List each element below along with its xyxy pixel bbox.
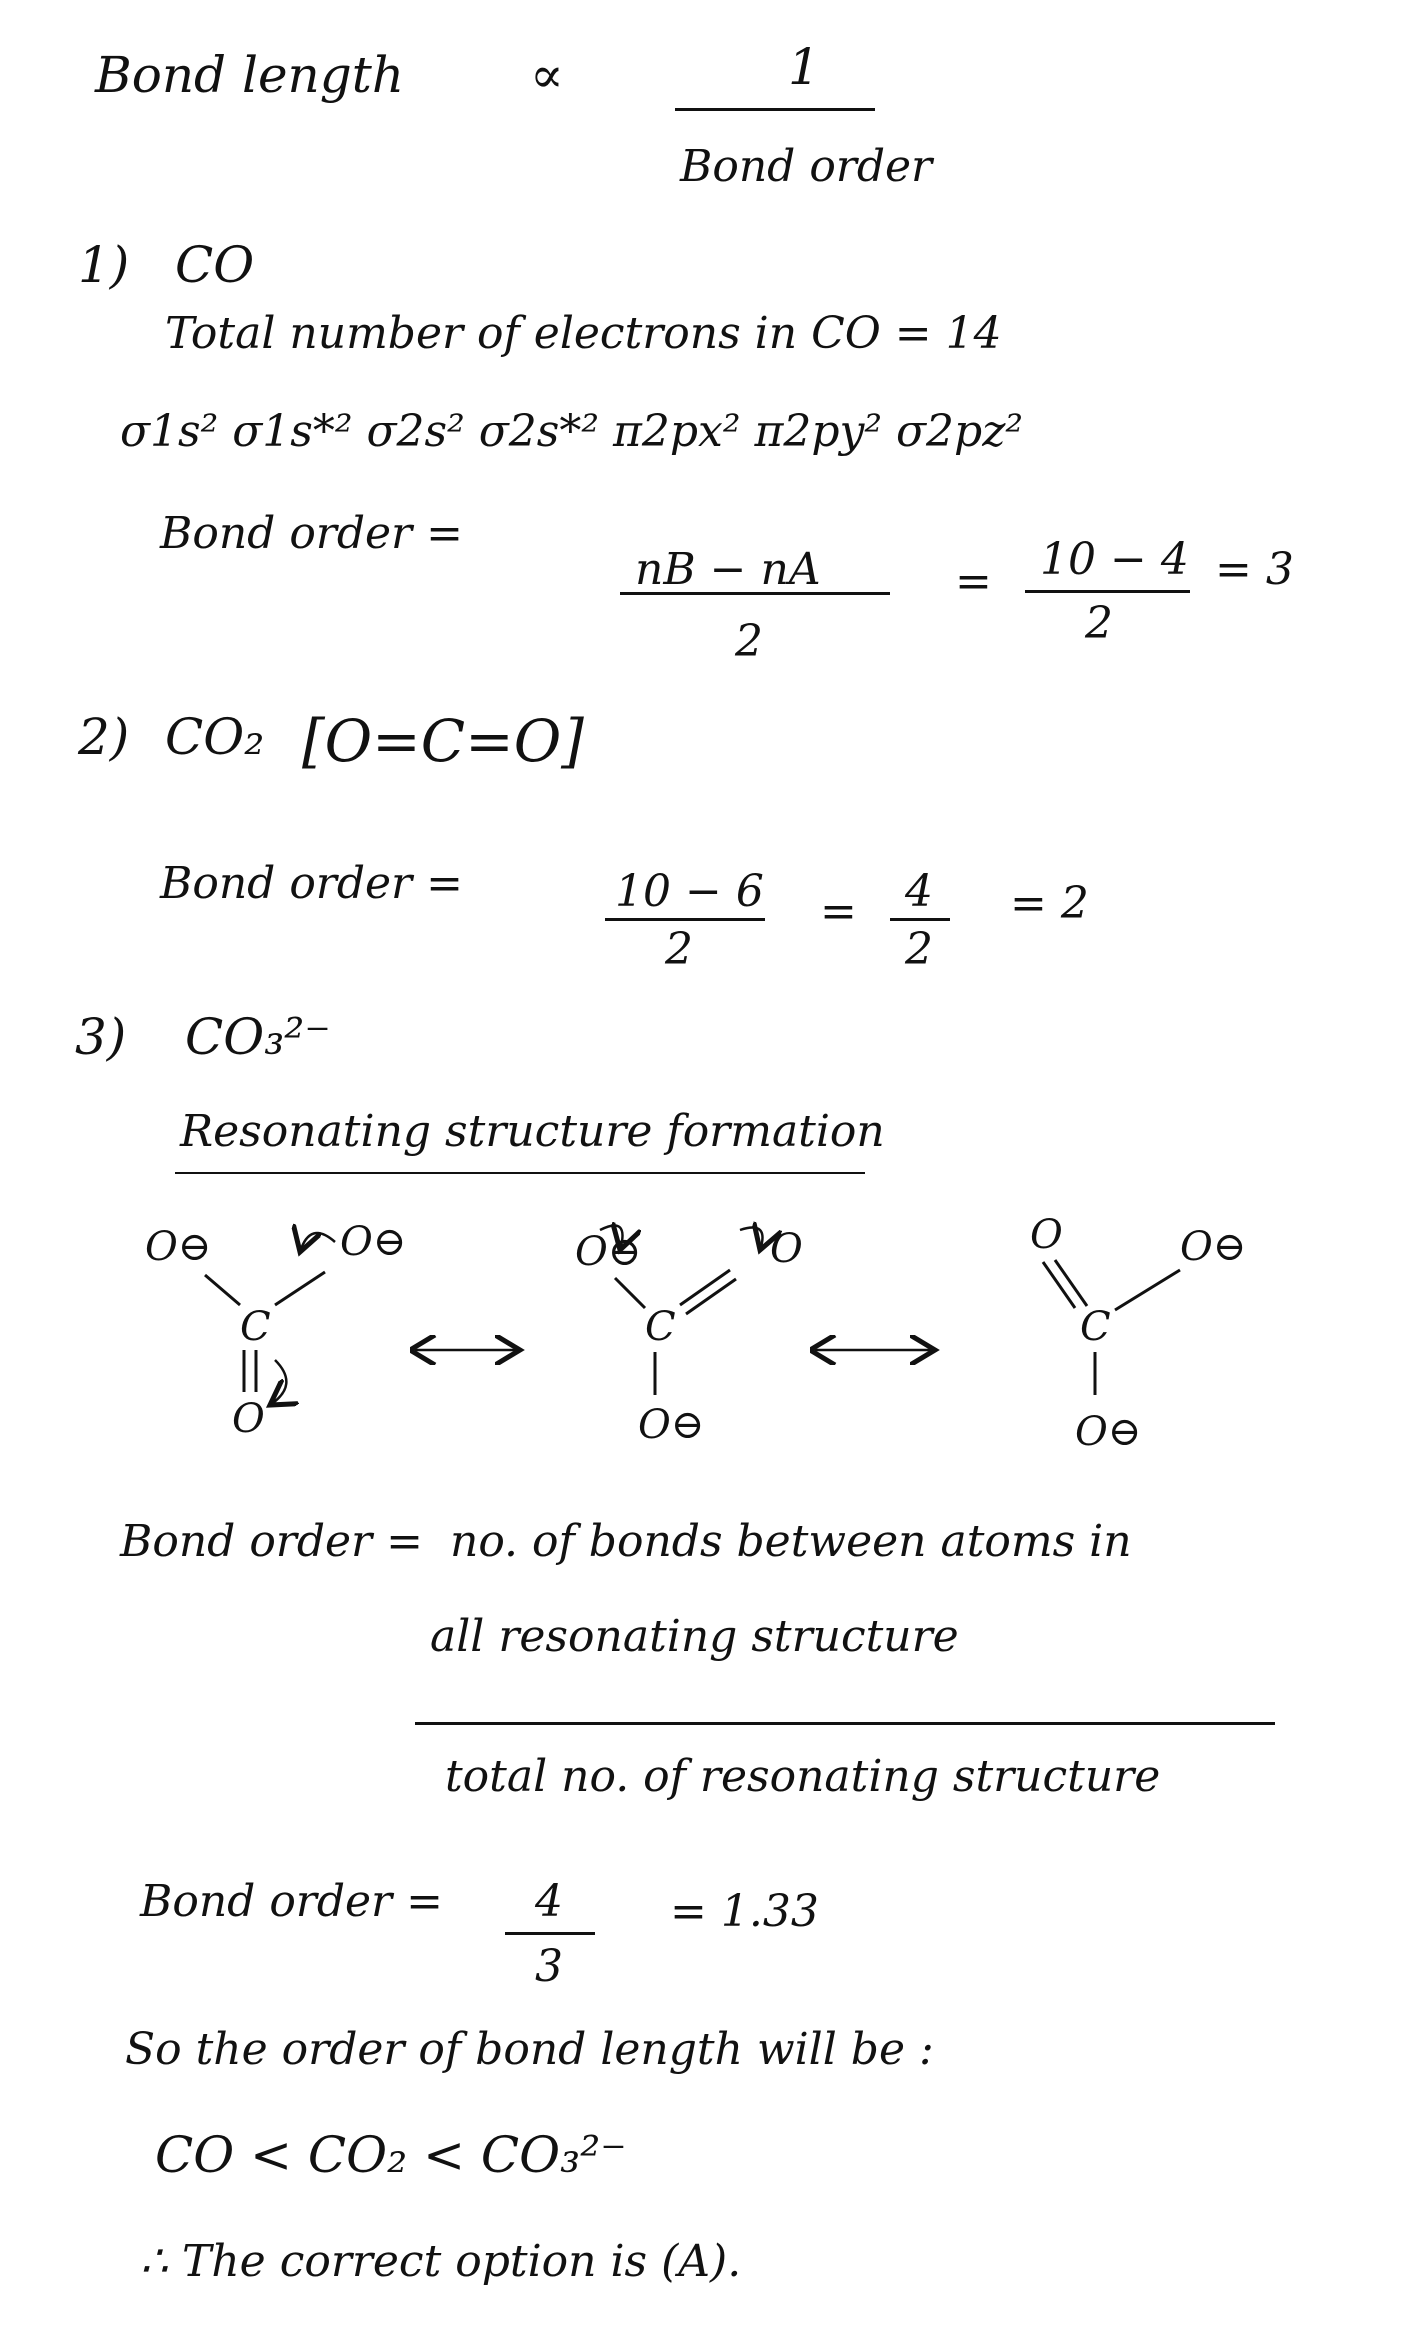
inverse-denominator: Bond order	[680, 141, 933, 192]
conclusion-line-3: ∴ The correct option is (A).	[140, 2236, 742, 2287]
s1-oxygen-bottom: O	[232, 1396, 265, 1442]
s3-double-bond-a	[1043, 1262, 1075, 1308]
co-calc-num: 10 − 4	[1040, 534, 1189, 585]
co-mo-configuration: σ1s² σ1s*² σ2s² σ2s*² π2px² π2py² σ2pz²	[120, 406, 1024, 457]
general-bond-order-label: Bond order =	[120, 1516, 423, 1567]
s3-oxygen-top-left: O	[1030, 1212, 1063, 1258]
section-3-number: 3)	[75, 1008, 127, 1066]
s2-carbon: C	[645, 1304, 676, 1350]
co-electron-count: Total number of electrons in CO = 14	[165, 308, 1002, 359]
co2-calc-num: 10 − 6	[615, 866, 764, 917]
fraction-bar	[620, 592, 890, 595]
bond-length-label: Bond length	[95, 46, 405, 104]
s3-oxygen-bottom: O⊖	[1075, 1409, 1142, 1455]
co2-result: = 2	[1010, 878, 1089, 929]
general-numerator-line1: no. of bonds between atoms in	[450, 1516, 1132, 1567]
s1-electron-shift-arrow	[270, 1360, 286, 1405]
s1-single-bond-left	[205, 1275, 240, 1305]
s1-single-bond-right	[275, 1272, 325, 1305]
s2-single-bond-left	[615, 1278, 645, 1308]
s1-oxygen-top-right: O⊖	[340, 1219, 407, 1265]
subtitle-underline	[175, 1172, 865, 1174]
fraction-bar	[505, 1932, 595, 1935]
co2-calc-den: 2	[665, 924, 693, 975]
co3-subtitle: Resonating structure formation	[180, 1106, 885, 1157]
s3-carbon: C	[1080, 1304, 1111, 1350]
section-1-title: CO	[175, 236, 255, 294]
inverse-numerator: 1	[788, 38, 820, 96]
co-bond-order-formula-num: nB − nA	[635, 544, 821, 595]
final-bond-order-num: 4	[535, 1876, 563, 1927]
s2-oxygen-top-left: O⊖	[575, 1229, 642, 1275]
section-1-number: 1)	[78, 236, 130, 294]
co2-lewis-structure: [O=C=O]	[302, 707, 584, 775]
fraction-bar	[1025, 590, 1190, 593]
co-result: = 3	[1215, 544, 1294, 595]
resonance-structure-1	[145, 1219, 406, 1442]
co-bond-order-formula-den: 2	[735, 616, 763, 667]
s2-electron-shift-arrow	[740, 1228, 763, 1251]
s3-double-bond-b	[1055, 1260, 1087, 1306]
co2-frac2-num: 4	[905, 866, 933, 917]
resonance-structure-2	[575, 1226, 803, 1449]
s2-oxygen-top-right: O	[770, 1226, 803, 1272]
resonance-structures	[0, 1200, 1412, 1500]
general-numerator-line2: all resonating structure	[430, 1611, 959, 1662]
s1-carbon: C	[240, 1304, 271, 1350]
section-2-title: CO₂	[165, 708, 265, 766]
fraction-bar	[415, 1722, 1275, 1725]
co2-equals: =	[820, 886, 857, 937]
section-3-title: CO₃²⁻	[185, 1008, 331, 1066]
fraction-bar	[605, 918, 765, 921]
final-bond-order-den: 3	[535, 1941, 563, 1992]
fraction-bar	[675, 108, 875, 111]
fraction-bar	[890, 918, 950, 921]
s3-oxygen-top-right: O⊖	[1180, 1224, 1247, 1270]
co-equals: =	[955, 556, 992, 607]
proportional-symbol: ∝	[530, 46, 564, 104]
section-2-number: 2)	[78, 708, 130, 766]
s1-electron-shift-arrow	[300, 1233, 335, 1252]
co-bond-order-label: Bond order =	[160, 508, 463, 559]
s3-single-bond-right	[1115, 1270, 1180, 1310]
co2-bond-order-label: Bond order =	[160, 858, 463, 909]
resonance-structure-3	[1030, 1212, 1246, 1455]
s1-oxygen-top-left: O⊖	[145, 1224, 212, 1270]
co2-frac2-den: 2	[905, 924, 933, 975]
conclusion-line-1: So the order of bond length will be :	[125, 2024, 934, 2075]
general-denominator: total no. of resonating structure	[445, 1751, 1161, 1802]
s2-oxygen-bottom: O⊖	[638, 1402, 705, 1448]
co-calc-den: 2	[1085, 598, 1113, 649]
final-bond-order-label: Bond order =	[140, 1876, 443, 1927]
final-bond-order-result: = 1.33	[670, 1886, 819, 1937]
conclusion-line-2: CO < CO₂ < CO₃²⁻	[155, 2126, 627, 2184]
